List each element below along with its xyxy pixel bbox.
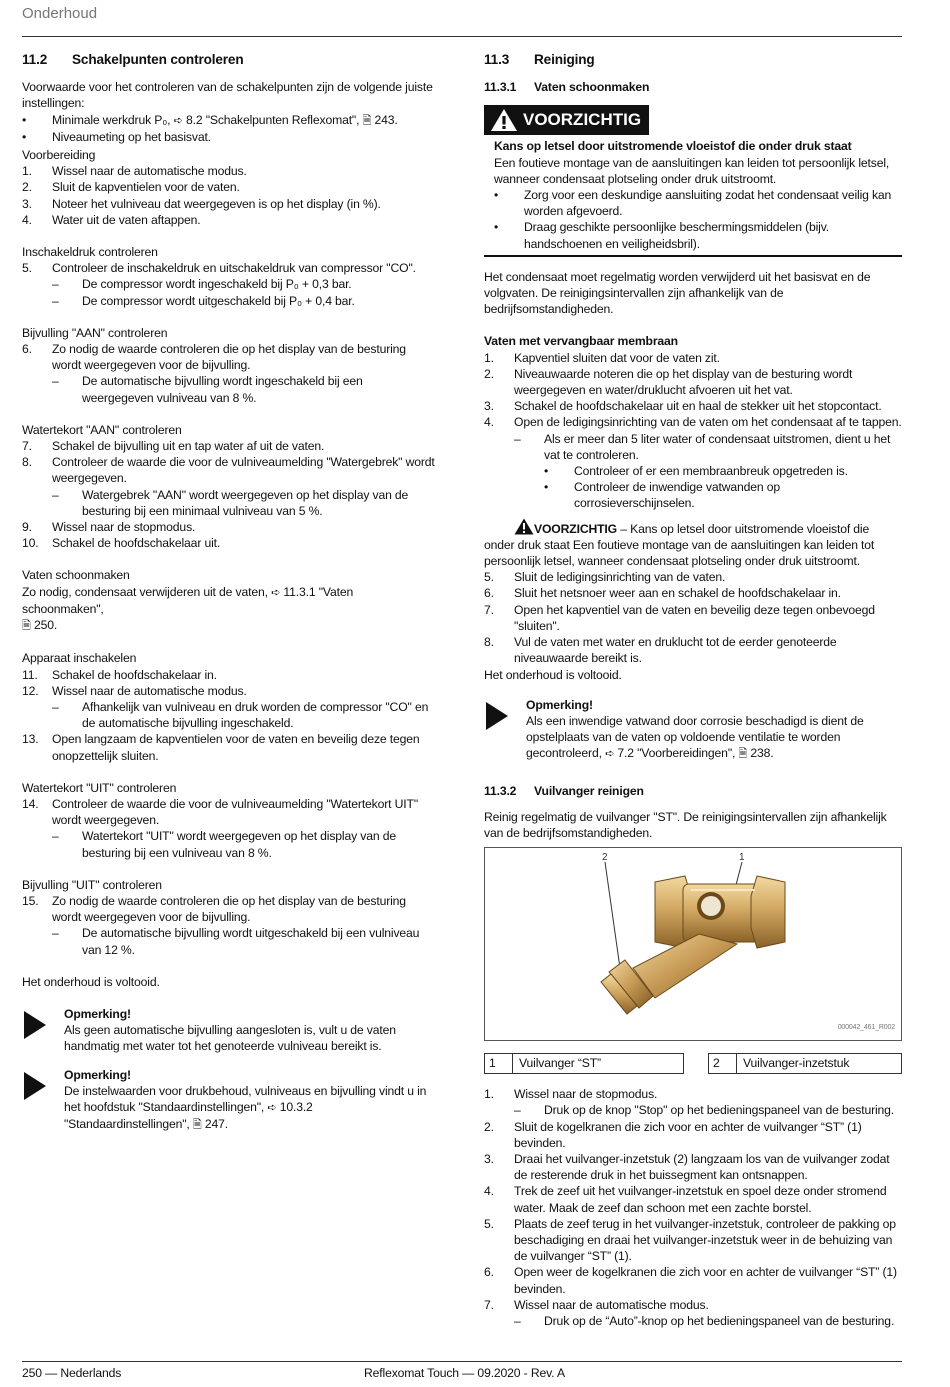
- note-text: De instelwaarden voor drukbehoud, vulniveaus en bijvulling vindt u in het hoofdstuk "Standaardinstellingen", ➪ 10.3.2 "Standaardinstellingen", 🗎 247.: [64, 1083, 427, 1132]
- subheading: Watertekort "UIT" controleren: [22, 780, 177, 795]
- sub-list-item: – Watergebrek "AAN" wordt weergegeven op het display van de besturing bij een minimaal vulniveau van 5 %.: [52, 487, 409, 518]
- note-box: [484, 697, 902, 763]
- note-title: Opmerking!: [64, 1006, 131, 1021]
- warning-triangle-icon: [514, 518, 534, 535]
- note-title: Opmerking!: [64, 1067, 131, 1082]
- list-item: 7. Open het kapventiel van de vaten en beveilig deze tegen onbevoegd "sluiten".: [484, 602, 875, 633]
- sub-list-item: – Druk op de “Auto”-knop op het bedieningspaneel van de besturing.: [514, 1313, 895, 1328]
- strainer-figure: [484, 847, 902, 1041]
- list-item: 5. Controleer de inschakeldruk en uitschakeldruk van compressor "CO".: [22, 261, 416, 276]
- list-item: 3. Schakel de hoofdschakelaar uit en haal de stekker uit het stopcontact.: [484, 399, 882, 414]
- cross-reference-link[interactable]: 7.2 "Voorbereidingen",: [617, 746, 739, 761]
- subheading: Bijvulling "AAN" controleren: [22, 325, 168, 340]
- list-item: 1. Wissel naar de stopmodus.: [484, 1087, 658, 1102]
- subheading: Voorbereiding: [22, 148, 96, 163]
- list-item: • Draag geschikte persoonlijke beschermingsmiddelen (bijv. handschoenen en veiligheidsbril).: [494, 220, 830, 251]
- sub-sub-list-item: • Controleer of er een membraanbreuk opgetreden is.: [544, 464, 848, 479]
- warning-triangle-icon: [490, 108, 518, 132]
- completion-text: Het onderhoud is voltooid.: [22, 974, 160, 989]
- strainer-intro: Reinig regelmatig de vuilvanger "ST". De reinigingsintervallen zijn afhankelijk van de bedrijfsomstandigheden.: [484, 809, 887, 840]
- figure-callout-2: 2: [602, 852, 608, 864]
- note-arrow-icon: [484, 697, 526, 763]
- subheading: Inschakeldruk controleren: [22, 245, 158, 260]
- reference-arrow-icon: ➪: [267, 1101, 277, 1114]
- list-item: 9. Wissel naar de stopmodus.: [22, 520, 196, 535]
- list-item: 6. Open weer de kogelkranen die zich voor en achter de vuilvanger “ST” (1) bevinden.: [484, 1265, 897, 1296]
- footer-product: Reflexomat Touch — 09.2020 - Rev. A: [364, 1366, 565, 1380]
- sub-sub-list-item: • Controleer de inwendige vatwanden op corrosieverschijnselen.: [544, 480, 780, 511]
- list-item: 4. Open de ledigingsinrichting van de vaten om het condensaat af te tappen.: [484, 415, 902, 430]
- note-arrow-icon: [22, 1006, 64, 1055]
- reference-arrow-icon: ➪: [173, 114, 183, 127]
- list-item: 6. Zo nodig de waarde controleren die op het display van de besturing wordt weergegeven voor de bijvulling.: [22, 342, 406, 373]
- list-item: • Minimale werkdruk P₀, ➪ 8.2 "Schakelpunten Reflexomat", 🗎 243.: [22, 112, 398, 127]
- list-item: 10. Schakel de hoofdschakelaar uit.: [22, 536, 221, 551]
- list-item: 7. Wissel naar de automatische modus.: [484, 1297, 709, 1312]
- footer-divider: [22, 1361, 902, 1362]
- note-box: [22, 1006, 437, 1055]
- sub-list-item: – Als er meer dan 5 liter water of condensaat uitstromen, dient u het vat te controleren.: [514, 431, 891, 462]
- page-icon: 🗎: [22, 620, 31, 633]
- subsection-heading: 11.3.1 Vaten schoonmaken: [484, 80, 650, 95]
- clean-text: Zo nodig, condensaat verwijderen uit de vaten, ➪ 11.3.1 "Vaten schoonmaken", 🗎 250.: [22, 584, 354, 633]
- footer-page-language: 250 — Nederlands: [22, 1366, 122, 1380]
- sub-list-item: – De automatische bijvulling wordt uitgeschakeld bij een vulniveau van 12 %.: [52, 926, 420, 957]
- note-title: Opmerking!: [526, 697, 593, 712]
- note-box: [22, 1067, 437, 1134]
- list-item: 4. Trek de zeef uit het vuilvanger-inzetstuk en spoel deze onder stromend water. Maak de zeef dan schoon met een zachte borstel.: [484, 1184, 887, 1215]
- figure-code: 000042_461_R002: [837, 1023, 895, 1031]
- legend-item: 2 Vuilvanger-inzetstuk: [708, 1053, 902, 1074]
- subheading: Apparaat inschakelen: [22, 651, 137, 666]
- sub-list-item: – Druk op de knop "Stop" op het bedieningspaneel van de besturing.: [514, 1103, 895, 1118]
- list-item: 8. Vul de vaten met water en druklucht tot de eerder genoteerde niveauwaarde bereikt is.: [484, 635, 837, 666]
- list-item: 2. Sluit de kapventielen voor de vaten.: [22, 180, 240, 195]
- sub-list-item: – Afhankelijk van vulniveau en druk worden de compressor "CO" en de automatische bijvulling ingeschakeld.: [52, 699, 429, 731]
- warning-box: [484, 105, 902, 256]
- list-item: 4. Water uit de vaten aftappen.: [22, 212, 201, 227]
- sub-list-item: – De compressor wordt ingeschakeld bij P₀ + 0,3 bar.: [52, 277, 352, 292]
- list-item: 1. Kapventiel sluiten dat voor de vaten zit.: [484, 350, 720, 365]
- figure-legend: [484, 1053, 902, 1074]
- page-header: Onderhoud: [22, 5, 98, 22]
- list-item: 6. Sluit het netsnoer weer aan en schakel de hoofdschakelaar in.: [484, 586, 841, 601]
- list-item: • Zorg voor een deskundige aansluiting zodat het condensaat veilig kan worden afgevoerd.: [494, 188, 892, 219]
- list-item: 12. Wissel naar de automatische modus.: [22, 683, 247, 698]
- list-item: 11. Schakel de hoofdschakelaar in.: [22, 667, 217, 682]
- list-item: 14. Controleer de waarde die voor de vulniveaumelding "Watertekort UIT" wordt weergegeven.: [22, 796, 418, 828]
- subsection-heading: 11.3.2 Vuilvanger reinigen: [484, 783, 644, 798]
- section-heading: 11.3 Reiniging: [484, 52, 595, 67]
- list-item: 5. Plaats de zeef terug in het vuilvanger-inzetstuk, controleer de pakking op beschadiging en draai het vuilvanger-inzetstuk weer in de behuizing van de vuilvanger “ST” (1).: [484, 1216, 896, 1264]
- page-icon: 🗎: [362, 114, 372, 127]
- intro-text: Voorwaarde voor het controleren van de schakelpunten zijn de volgende juiste instellingen:: [22, 80, 433, 111]
- warning-text: Een foutieve montage van de aansluitingen kan leiden tot persoonlijk letsel, wanneer condensaat plotseling onder druk uitstroomt.: [494, 155, 890, 186]
- list-item: 5. Sluit de ledigingsinrichting van de vaten.: [484, 570, 726, 585]
- list-item: 7. Schakel de bijvulling uit en tap water af uit de vaten.: [22, 439, 325, 454]
- cross-reference-link[interactable]: 10.3.2 "Standaardinstellingen",: [64, 1099, 313, 1132]
- cross-reference-link[interactable]: 11.3.1 "Vaten schoonmaken",: [22, 584, 354, 616]
- left-column: [22, 52, 437, 1133]
- reference-arrow-icon: ➪: [605, 748, 615, 761]
- page-icon: 🗎: [192, 1119, 202, 1132]
- list-item: • Niveaumeting op het basisvat.: [22, 129, 211, 144]
- list-item: 3. Draai het vuilvanger-inzetstuk (2) langzaam los van de vuilvanger zodat de resterende druk in het buissegment kan ontsnappen.: [484, 1151, 890, 1183]
- list-item: 15. Zo nodig de waarde controleren die op het display van de besturing wordt weergegeven voor de bijvulling.: [22, 893, 406, 925]
- intro-text: Het condensaat moet regelmatig worden verwijderd uit het basisvat en de volgvaten. De reinigingsintervallen zijn afhankelijk van de bedrijfsomstandigheden.: [484, 269, 871, 317]
- subheading: Bijvulling "UIT" controleren: [22, 877, 162, 892]
- right-column: [484, 52, 902, 1329]
- list-item: 1. Wissel naar de automatische modus.: [22, 164, 247, 179]
- reference-arrow-icon: ➪: [271, 586, 281, 599]
- sub-list-item: – Watertekort "UIT" wordt weergegeven op het display van de besturing bij een vulniveau van 8 %.: [52, 829, 396, 860]
- completion-text: Het onderhoud is voltooid.: [484, 667, 622, 682]
- list-item: 2. Sluit de kogelkranen die zich voor en achter de vuilvanger “ST” (1) bevinden.: [484, 1119, 862, 1150]
- legend-item: 1 Vuilvanger “ST”: [484, 1053, 684, 1074]
- header-divider: [22, 36, 902, 37]
- note-text: Als een inwendige vatwand door corrosie beschadigd is dient de opstelplaats van de vaten op voldoende ventilatie te worden gecontroleerd, ➪ 7.2 "Voorbereidingen", 🗎 238.: [526, 713, 864, 761]
- subheading: Watertekort "AAN" controleren: [22, 422, 182, 437]
- sub-list-item: – De compressor wordt uitgeschakeld bij P₀ + 0,4 bar.: [52, 293, 355, 308]
- subheading: Vaten schoonmaken: [22, 568, 130, 583]
- sub-list-item: – De automatische bijvulling wordt ingeschakeld bij een weergegeven vulniveau van 8 %.: [52, 374, 363, 405]
- page-icon: 🗎: [738, 748, 748, 761]
- section-heading: 11.2 Schakelpunten controleren: [22, 52, 244, 67]
- subheading: Vaten met vervangbaar membraan: [484, 334, 678, 349]
- list-item: 3. Noteer het vulniveau dat weergegeven is op het display (in %).: [22, 196, 381, 211]
- inline-warning: VOORZICHTIG – Kans op letsel door uitstromende vloeistof die onder druk staat Een foutieve montage van de aansluitingen kan leiden tot persoonlijk letsel, wanneer condensaat plotseling onder druk uitstroomt.: [484, 518, 902, 570]
- list-item: 2. Niveauwaarde noteren die op het display van de besturing wordt weergegeven en water/druklucht afvoeren uit het vat.: [484, 366, 853, 398]
- warning-title: Kans op letsel door uitstromende vloeistof die onder druk staat: [494, 139, 852, 154]
- note-text: Als geen automatische bijvulling aangesloten is, vult u de vaten handmatig met water tot het genoteerde vulniveau bereikt is.: [64, 1023, 396, 1054]
- figure-callout-1: 1: [739, 852, 745, 864]
- warning-badge: VOORZICHTIG: [484, 105, 649, 135]
- list-item: 13. Open langzaam de kapventielen voor de vaten en beveilig deze tegen onopzettelijk sluiten.: [22, 732, 420, 763]
- cross-reference-link[interactable]: 8.2 "Schakelpunten Reflexomat",: [185, 112, 363, 127]
- list-item: 8. Controleer de waarde die voor de vulniveaumelding "Watergebrek" wordt weergegeven.: [22, 455, 435, 486]
- strainer-illustration: [485, 848, 901, 1040]
- note-arrow-icon: [22, 1067, 64, 1134]
